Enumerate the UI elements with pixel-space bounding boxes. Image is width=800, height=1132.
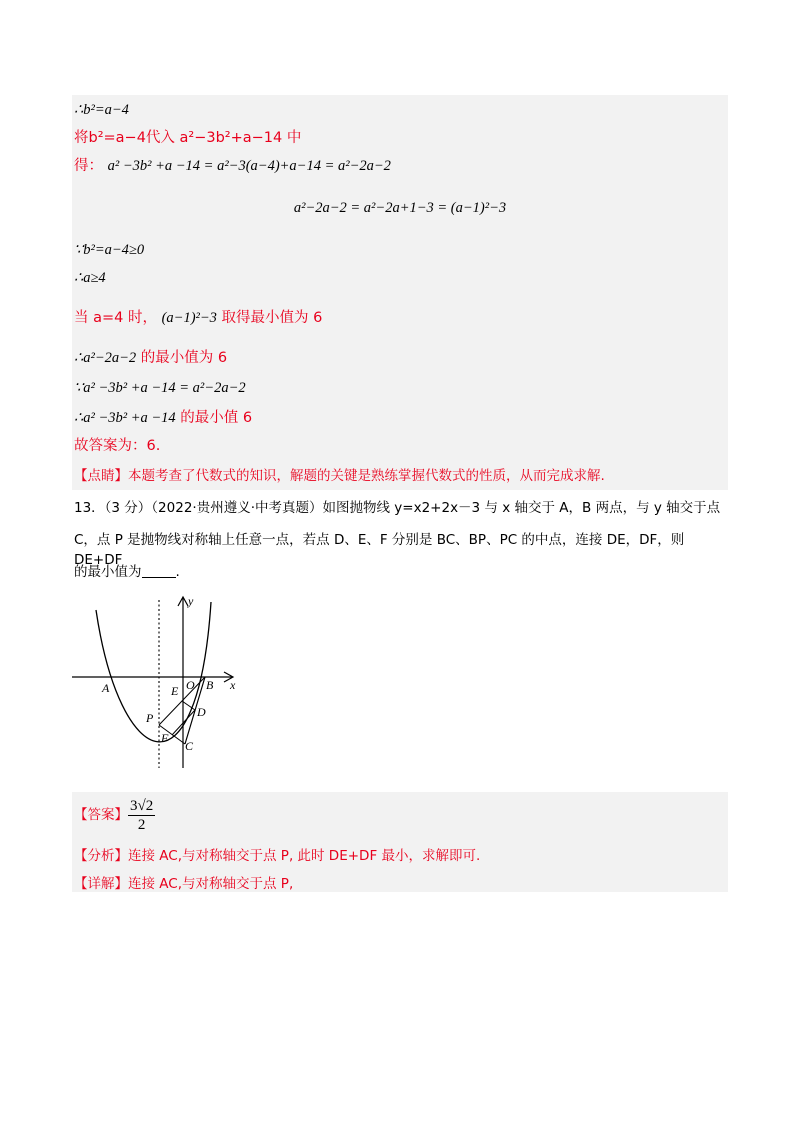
solution-line-3-math: a² −3b² +a −14 = a²−3(a−4)+a−14 = a²−2a−2 [107,158,391,174]
answer-line [74,796,155,834]
solution-line-2: 将b²=a−4代入 a²−3b²+a−14 中 [74,130,302,146]
label-e: E [171,684,179,698]
answer-fraction [128,797,155,834]
solution-panel [72,95,728,490]
detail-line: 【详解】连接 AC,与对称轴交于点 P, [74,876,294,892]
answer-numerator: 3√2 [130,797,154,814]
parabola-figure [70,592,250,772]
answer-blank [142,563,176,578]
solution-line-9: ∵a² −3b² +a −14 = a²−2a−2 [74,380,246,396]
problem-line-3: 的最小值为 . [74,564,180,580]
label-a: A [102,681,110,695]
label-d: D [197,705,206,719]
solution-line-7 [74,308,322,328]
label-x: x [230,678,236,692]
analysis-line: 【分析】连接 AC,与对称轴交于点 P, 此时 DE+DF 最小，求解即可. [74,848,481,864]
solution-line-7-b: 取得最小值为 6 [221,310,323,326]
solution-line-6: ∴a≥4 [74,270,106,286]
problem-line-1: 13．（3 分）（2022·贵州遵义·中考真题）如图抛物线 y=x2+2x－3 与 x 轴交于 A，B 两点，与 y 轴交于点 [74,500,721,516]
solution-line-3-prefix: 得： [74,158,103,174]
label-o: O [186,678,195,692]
solution-line-10 [74,408,252,428]
solution-line-8 [74,348,227,368]
label-y: y [188,594,194,608]
solution-line-7-math: (a−1)²−3 [161,310,217,326]
label-c: C [185,739,194,753]
answer-tag: 【答案】 [74,807,128,823]
solution-line-8-math: ∴a²−2a−2 [74,350,137,366]
solution-line-4: a²−2a−2 = a²−2a+1−3 = (a−1)²−3 [293,200,507,216]
solution-line-11: 故答案为：6. [74,438,161,454]
label-f: F [161,731,169,745]
solution-line-10-math: ∴a² −3b² +a −14 [74,410,176,426]
solution-remark: 【点睛】本题考查了代数式的知识，解题的关键是熟练掌握代数式的性质，从而完成求解. [74,468,605,484]
solution-line-7-a: 当 a=4 时， [74,310,157,326]
label-b: B [206,678,214,692]
problem-line-2: C，点 P 是抛物线对称轴上任意一点，若点 D、E、F 分别是 BC、BP、PC 的中点，连接 DE，DF，则 DE+DF [74,532,685,568]
answer-denominator: 2 [137,816,146,833]
solution-line-8-text: 的最小值为 6 [140,350,228,366]
solution-line-1: ∴b²=a−4 [74,102,129,118]
solution-line-10-text: 的最小值 6 [180,410,253,426]
label-p: P [146,711,154,725]
solution-line-5: ∵b²=a−4≥0 [74,242,145,258]
solution-line-3 [74,156,391,176]
